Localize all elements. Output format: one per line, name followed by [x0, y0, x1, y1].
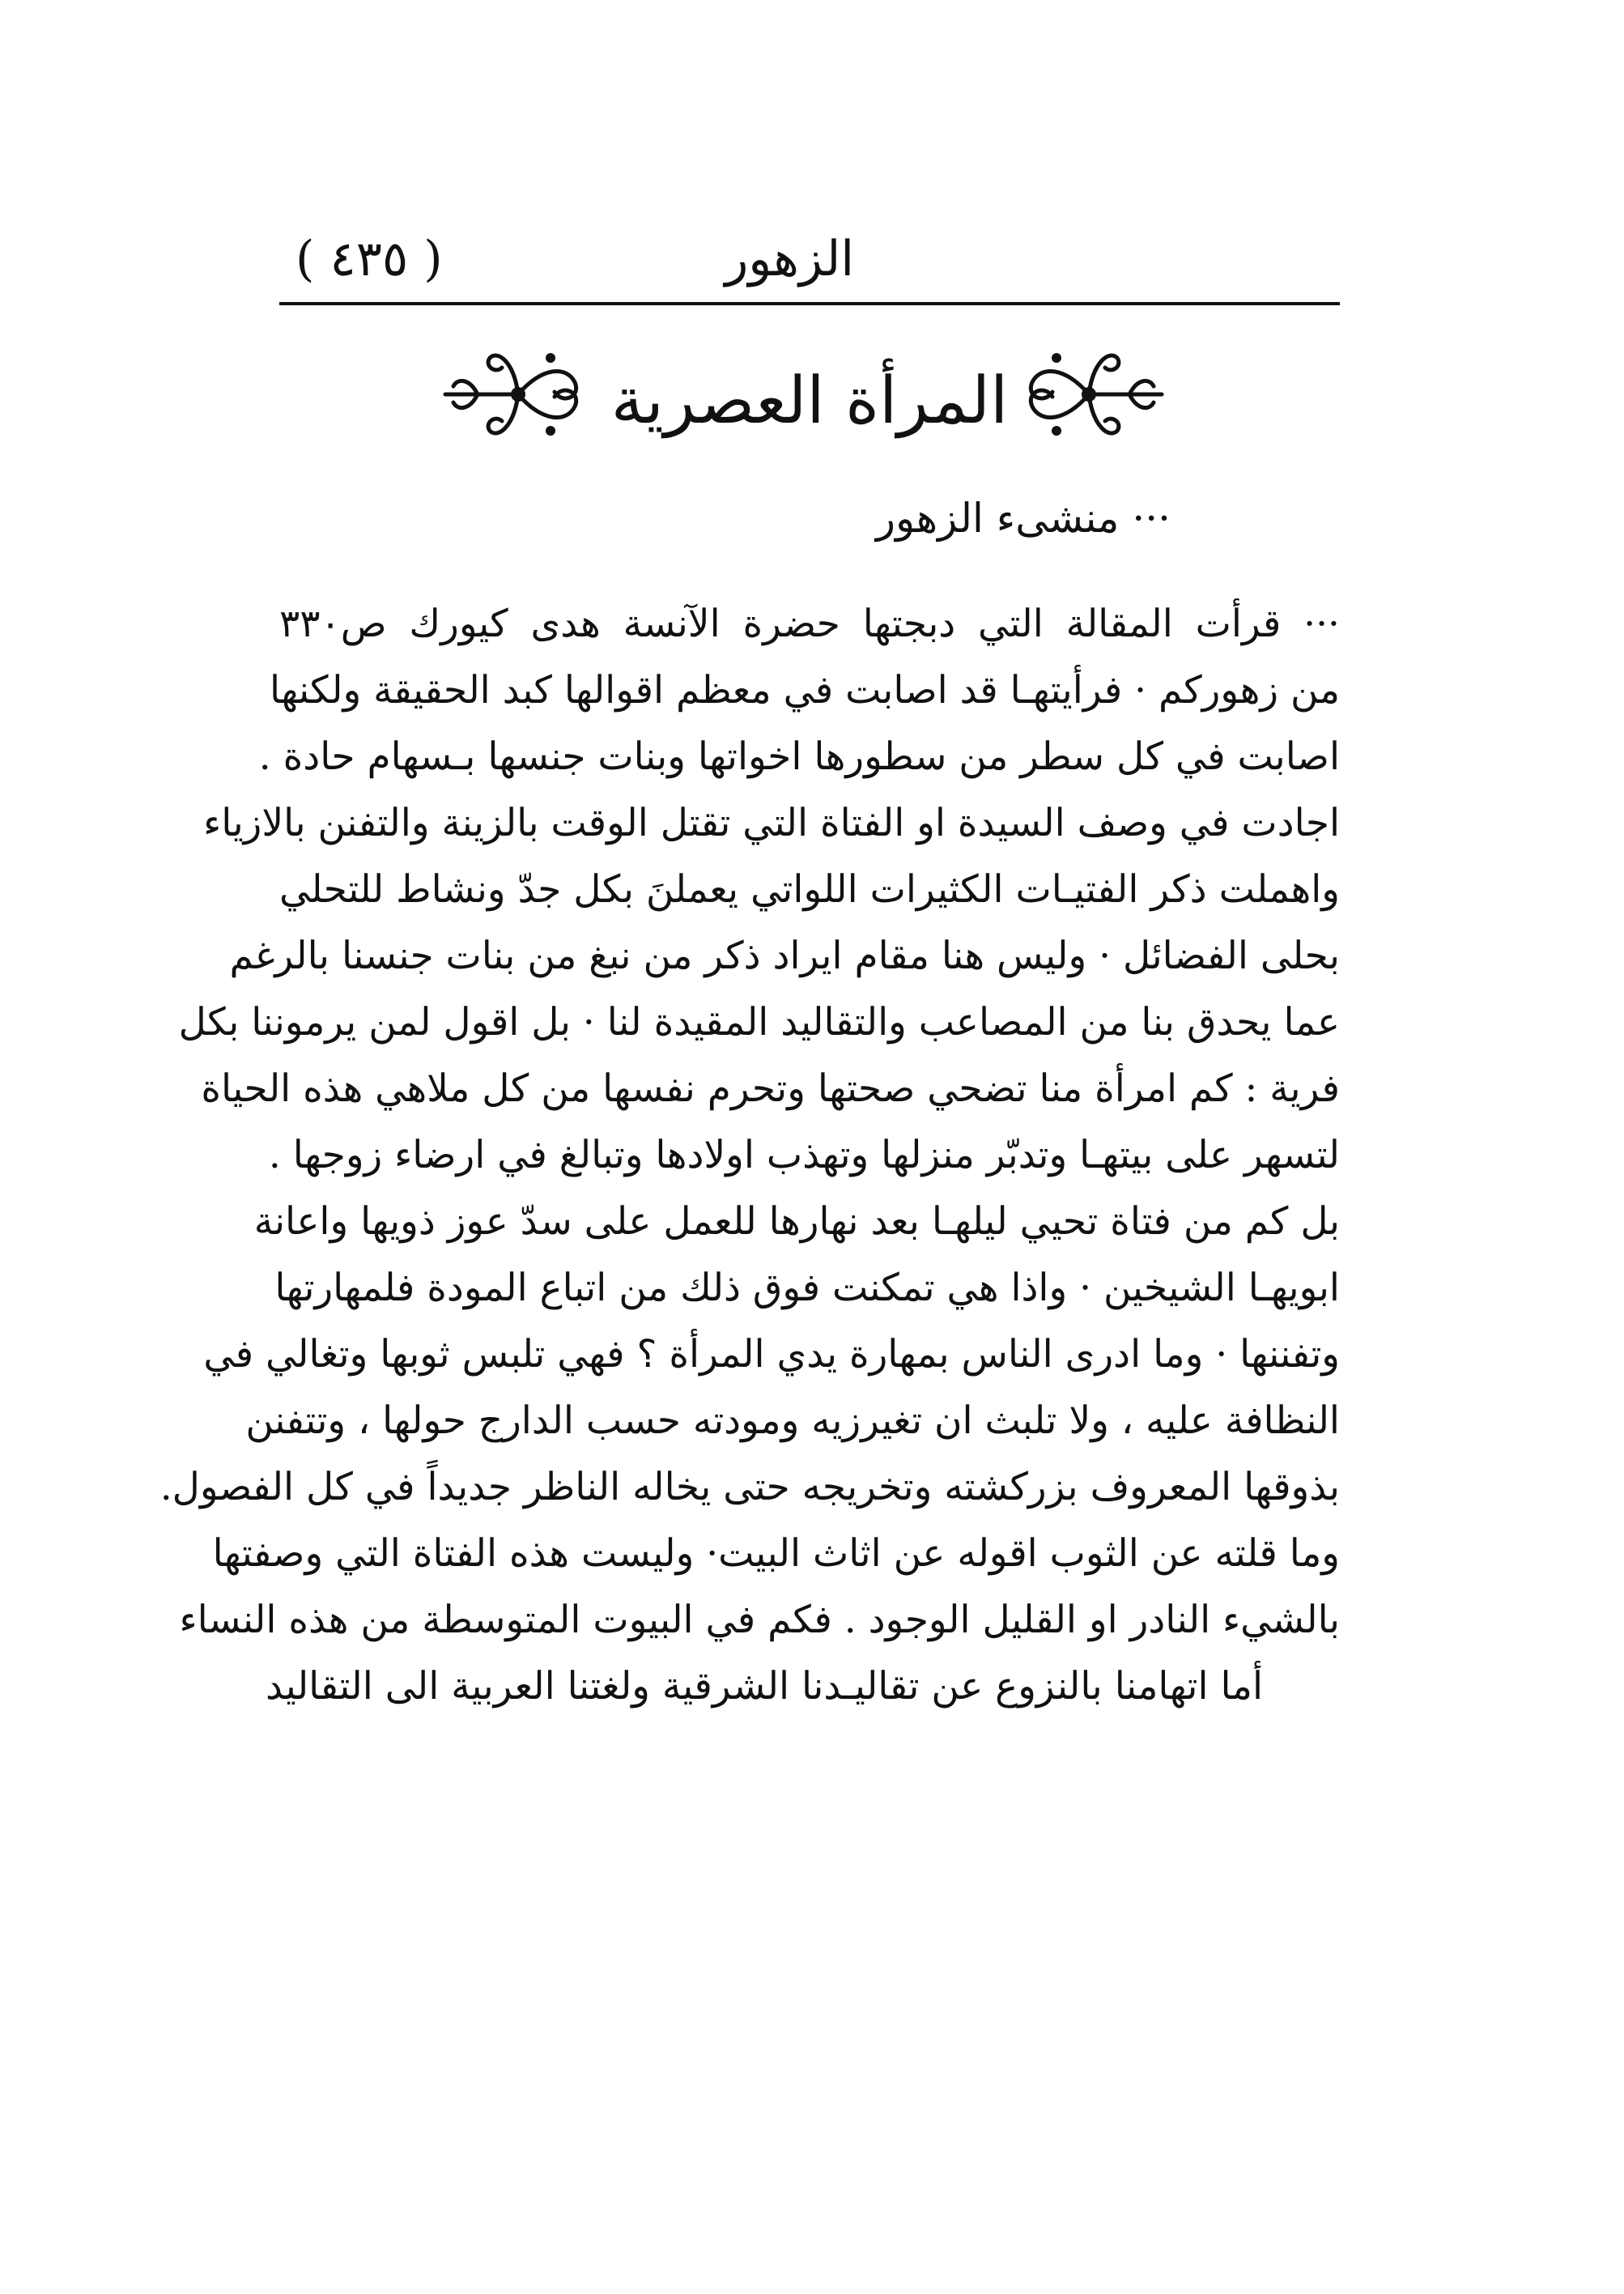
- text-line: بحلى الفضائل · وليس هنا مقام ايراد ذكر من نبغ من بنات جنسنا بالرغم: [229, 934, 1340, 978]
- page-number: ( ٤٣٥ ): [295, 231, 443, 287]
- article-title: المرأة العصرية: [610, 363, 1009, 438]
- text-line: بل كم من فتاة تحيي ليلهـا بعد نهارها للعمل على سدّ عوز ذويها واعانة: [253, 1199, 1340, 1244]
- salutation: ··· منشىء الزهور: [875, 495, 1171, 542]
- text-line: وما قلته عن الثوب اقوله عن اثاث البيت· وليست هذه الفتاة التي وصفتها: [212, 1531, 1340, 1576]
- title-block: [279, 324, 1340, 486]
- text-line: النظافة عليه ، ولا تلبث ان تغيرزيه ومودته حسب الدارج حولها ، وتتفنن: [245, 1398, 1340, 1443]
- text-line: عما يحدق بنا من المصاعب والتقاليد المقيدة لنا · بل اقول لمن يرموننا بكل: [178, 1000, 1340, 1045]
- text-line: من زهوركم · فرأيتهـا قد اصابت في معظم اقوالها كبد الحقيقة ولكنها: [270, 668, 1340, 713]
- running-header: [279, 211, 1340, 300]
- text-line: بالشيء النادر او القليل الوجود . فكم في البيوت المتوسطة من هذه النساء: [179, 1598, 1340, 1642]
- text-line: ابويهـا الشيخين · واذا هي تمكنت فوق ذلك من اتباع المودة فلمهارتها: [274, 1266, 1340, 1310]
- text-line: واهملت ذكر الفتيـات الكثيرات اللواتي يعملنَ بكل جدّ ونشاط للتحلي: [279, 867, 1340, 912]
- journal-name: الزهور: [725, 231, 854, 287]
- text-line: ··· قرأت المقالة التي دبجتها حضرة الآنسة هدى كيورك ص٣٣٠: [279, 602, 1340, 646]
- text-line: لتسهر على بيتهـا وتدبّر منزلها وتهذب اولادها وتبالغ في ارضاء زوجها .: [268, 1133, 1340, 1177]
- floral-ornament-icon: [1008, 334, 1170, 455]
- header-rule: [279, 302, 1340, 305]
- floral-ornament-icon: [437, 334, 599, 455]
- text-line: اجادت في وصف السيدة او الفتاة التي تقتل الوقت بالزينة والتفنن بالازياء: [203, 801, 1340, 845]
- article-body: [159, 591, 1340, 1720]
- text-line: بذوقها المعروف بزركشته وتخريجه حتى يخاله الناظر جديداً في كل الفصول.: [159, 1465, 1340, 1509]
- text-line: فرية : كم امرأة منا تضحي صحتها وتحرم نفسها من كل ملاهي هذه الحياة: [201, 1066, 1340, 1111]
- text-line: أما اتهامنا بالنزوع عن تقاليـدنا الشرقية ولغتنا العربية الى التقاليد: [265, 1664, 1263, 1709]
- text-line: اصابت في كل سطر من سطورها اخواتها وبنات جنسها بـسهام حادة .: [258, 734, 1340, 779]
- text-line: وتفننها · وما ادرى الناس بمهارة يدي المرأة ؟ فهي تلبس ثوبها وتغالي في: [203, 1332, 1340, 1377]
